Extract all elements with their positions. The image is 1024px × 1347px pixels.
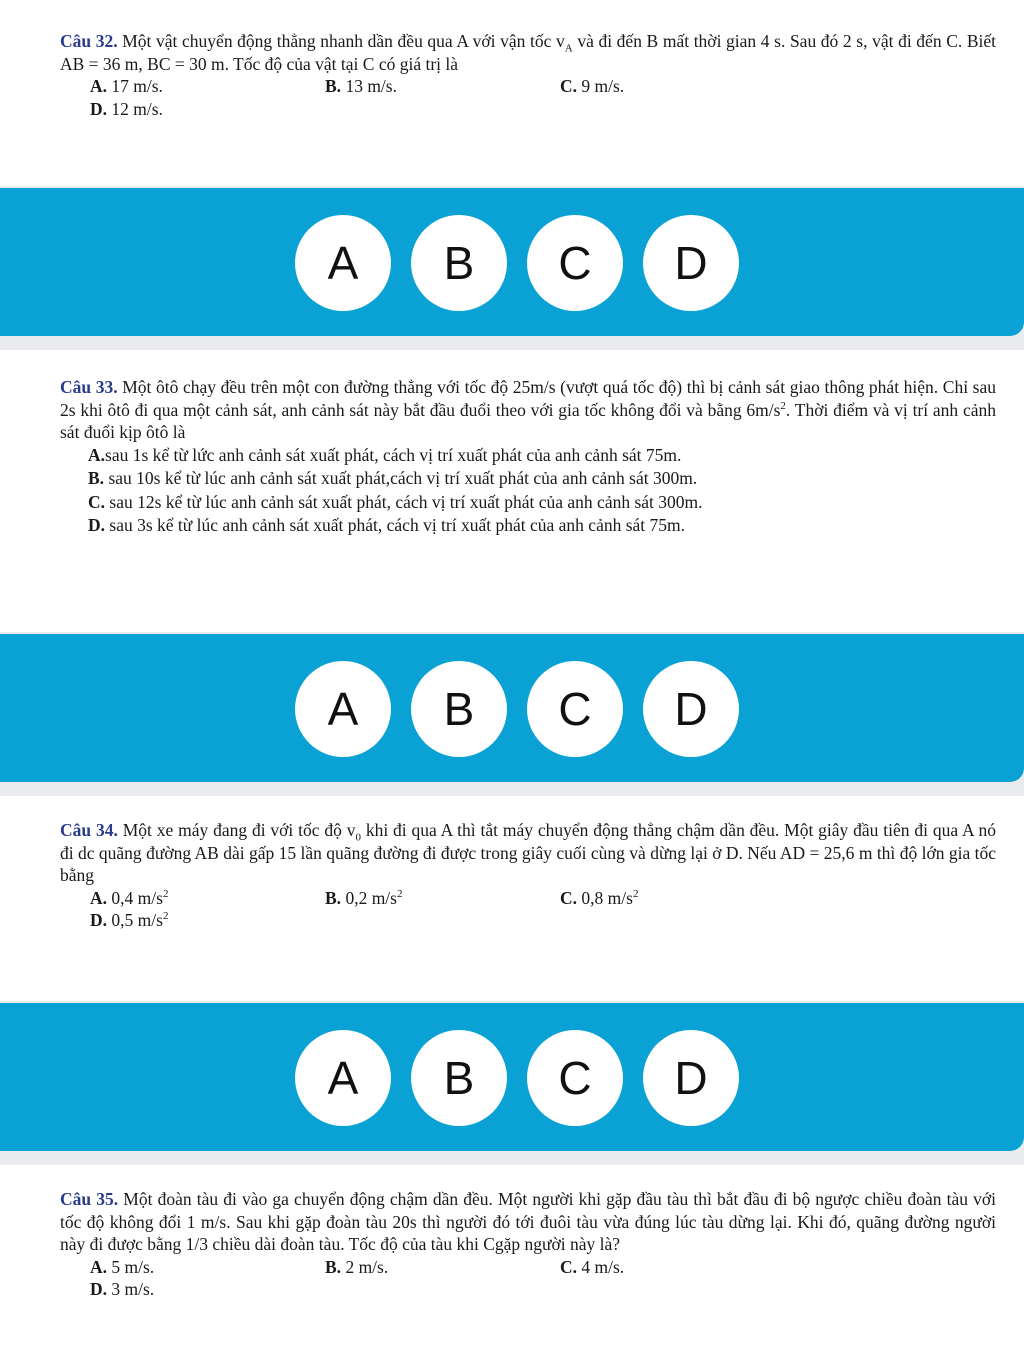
option-b: B. 0,2 $m/s^2$ — [325, 887, 403, 908]
option-c: C. sau 12s kể từ lúc anh cảnh sát xuất phát, cách vị trí xuất phát của anh cảnh sát 300m. — [88, 491, 703, 512]
option-b: B. 2 m/s. — [325, 1256, 389, 1277]
answer-button-b[interactable]: B — [411, 1030, 507, 1126]
answer-button-c[interactable]: C — [527, 661, 623, 757]
answer-button-d[interactable]: D — [643, 215, 739, 311]
option-a: A. 5 m/s. — [90, 1256, 155, 1277]
answer-button-d[interactable]: D — [643, 1030, 739, 1126]
option-c: C. 0,8 $m/s^2$ — [560, 887, 639, 908]
question-card-34 — [0, 796, 1024, 1001]
question-card-35 — [0, 1165, 1024, 1347]
option-b: B. 13 m/s. — [325, 76, 397, 96]
option-c: C. 4 m/s. — [560, 1256, 625, 1277]
answer-options — [90, 75, 996, 120]
question-text: Câu 34. Một xe máy đang đi với tốc độ $v_0$ khi đi qua A thì tắt máy chuyển động thẳng chậm dần đều. Một giây đầu tiên đi qua A nó đi dc quãng đường AB dài gấp 15 lần quãng đường đi được trong giây cuối cùng và dừng lại ở D. Nếu AD = 25,6 m thì độ lớn gia tốc bằng — [60, 820, 997, 885]
question-text: Câu 33. Một ôtô chạy đều trên một con đường thẳng với tốc độ 25m/s (vượt quá tốc độ) thì bị cảnh sát giao thông phát hiện. Chỉ sau 2s khi ôtô đi qua một cảnh sát, anh cảnh sát này bắt đầu đuổi theo với gia tốc không đổi và bằng $6m/s^2$. Thời điểm và vị trí anh cảnh sát đuổi kịp ôtô là — [60, 377, 997, 442]
answer-button-a[interactable]: A — [295, 1030, 391, 1126]
answer-button-b[interactable]: B — [411, 661, 507, 757]
question-text: Câu 35. Một đoàn tàu đi vào ga chuyển động chậm dần đều. Một người khi gặp đầu tàu thì bắt đầu đi bộ ngược chiều đoàn tàu với tốc độ không đổi 1 m/s. Sau khi gặp đoàn tàu 20s thì người đó tới đuôi tàu vừa đúng lúc tàu dừng lại. Khi đó, quãng đường người này đi được bằng 1/3 chiều dài đoàn tàu. Tốc độ của tàu khi Cgặp người này là? — [60, 1189, 997, 1254]
option-a: A.sau 1s kể từ lức anh cảnh sát xuất phát, cách vị trí xuất phát của anh cảnh sát 75m. — [88, 444, 682, 465]
question-card-33 — [0, 350, 1024, 632]
answer-options — [90, 887, 996, 932]
option-d: D. 0,5 $m/s^2$ — [90, 910, 169, 930]
question-text: Câu 32. Một vật chuyển động thẳng nhanh dần đều qua A với vận tốc $v_A$ và đi đến B mất thời gian 4 s. Sau đó 2 s, vật đi đến C. Biết AB = 36 m, BC = 30 m. Tốc độ của vật tại C có giá trị là — [60, 31, 997, 74]
option-d: D. 12 m/s. — [90, 98, 163, 119]
answer-band-32 — [0, 188, 1024, 336]
option-a: A. 17 m/s. — [90, 76, 163, 96]
question-number: Câu 33. — [60, 377, 118, 397]
option-b: B. sau 10s kể từ lúc anh cảnh sát xuất phát,cách vị trí xuất phát của anh cảnh sát 300m. — [88, 468, 698, 488]
option-a: A. 0,4 $m/s^2$ — [90, 887, 169, 908]
option-c: C. 9 m/s. — [560, 76, 625, 96]
answer-button-c[interactable]: C — [527, 215, 623, 311]
answer-button-a[interactable]: A — [295, 215, 391, 311]
answer-band-33 — [0, 634, 1024, 782]
answer-button-a[interactable]: A — [295, 661, 391, 757]
option-d: D. 3 m/s. — [90, 1279, 155, 1299]
question-card-32 — [0, 0, 1024, 186]
question-number: Câu 32. — [60, 31, 118, 51]
answer-options — [88, 444, 996, 538]
answer-button-c[interactable]: C — [527, 1030, 623, 1126]
answer-band-34 — [0, 1003, 1024, 1151]
question-number: Câu 35. — [60, 1189, 119, 1209]
option-d: D. sau 3s kể từ lúc anh cảnh sát xuất phát, cách vị trí xuất phát của anh cảnh sát 75m. — [88, 515, 686, 535]
question-number: Câu 34. — [60, 820, 118, 840]
answer-button-b[interactable]: B — [411, 215, 507, 311]
answer-options — [90, 1256, 996, 1301]
answer-button-d[interactable]: D — [643, 661, 739, 757]
